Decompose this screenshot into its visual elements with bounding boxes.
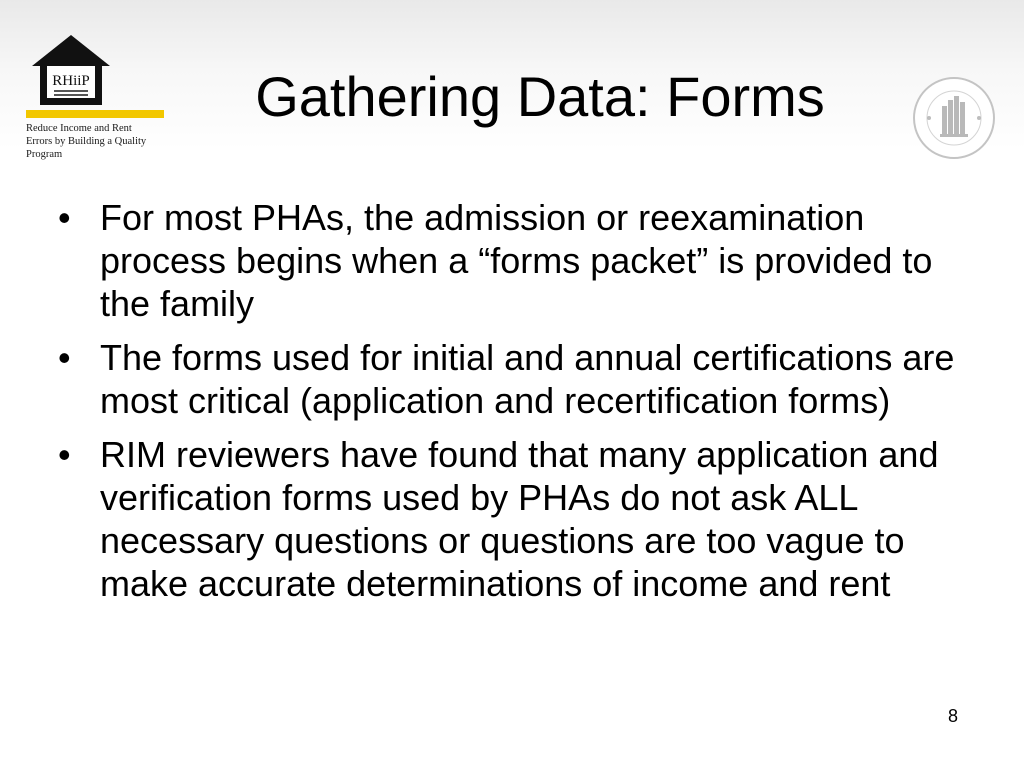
bullet-mark: •: [58, 197, 71, 238]
house-icon: [26, 32, 116, 108]
bullet-mark: •: [58, 337, 71, 378]
logo-rule: [26, 110, 164, 118]
bullet-text: The forms used for initial and annual certifications are most critical (application and recertification forms): [100, 337, 955, 421]
list-item: [58, 433, 978, 605]
bullet-mark: •: [58, 434, 71, 475]
tagline-line: Errors by Building a Quality: [26, 136, 147, 147]
slide-title: Gathering Data: Forms: [255, 65, 825, 128]
page-number: 8: [948, 706, 959, 726]
rhiip-logo: [26, 32, 166, 164]
hud-seal-icon: [912, 76, 996, 160]
svg-text:RHiiP: RHiiP: [52, 73, 90, 89]
bullet-text: For most PHAs, the admission or reexamination process begins when a “forms packet” is provided to the family: [100, 197, 933, 324]
bullet-text: RIM reviewers have found that many application and verification forms used by PHAs do not ask ALL necessary questions or questions are too vague to make accurate determinations of income and rent: [100, 434, 939, 604]
bullet-list: [58, 196, 978, 616]
logo-tagline: [26, 122, 176, 161]
tagline-line: Reduce Income and Rent: [26, 123, 132, 134]
list-item: [58, 336, 978, 422]
list-item: [58, 196, 978, 325]
tagline-line: Program: [26, 149, 63, 160]
